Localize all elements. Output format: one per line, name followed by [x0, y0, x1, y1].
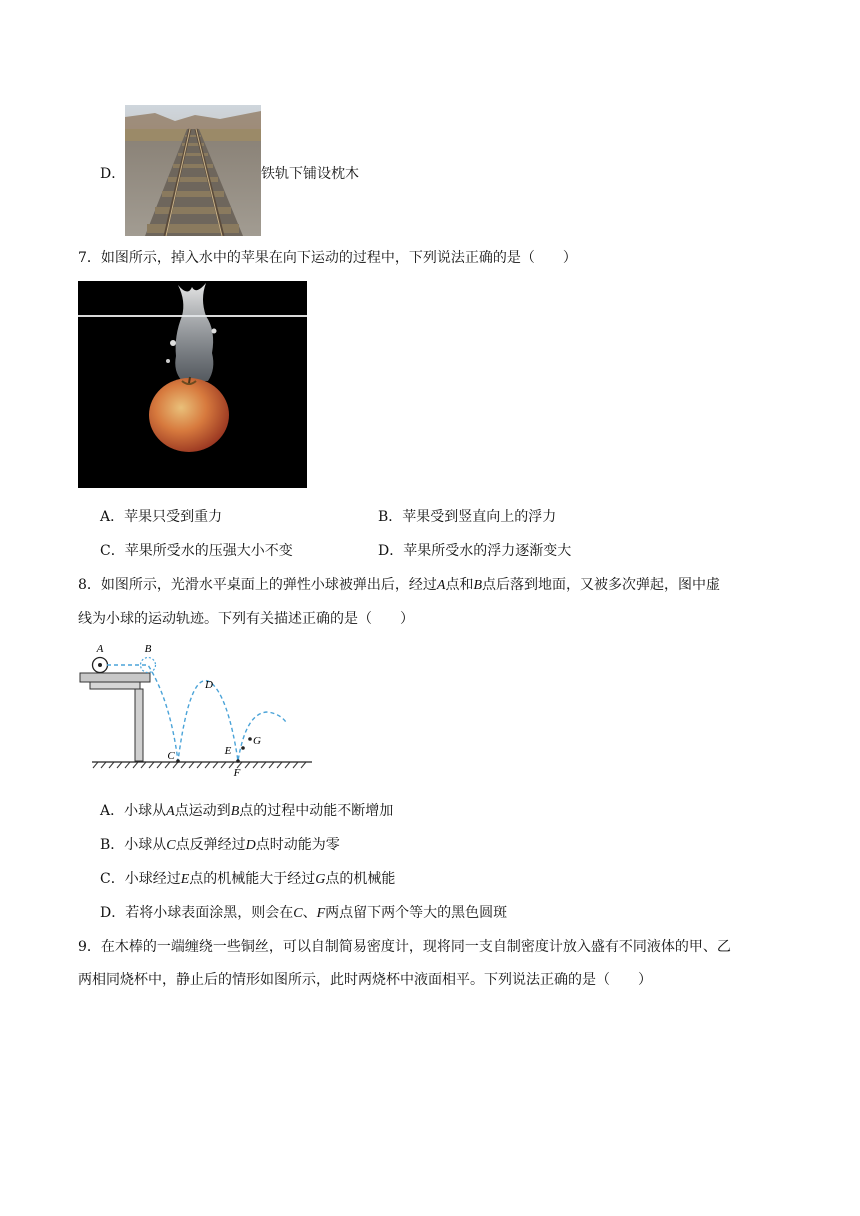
q8-option-b: B．小球从C点反弹经过D点时动能为零: [100, 837, 340, 853]
label-e: E: [224, 745, 232, 757]
question-9-stem-line-1: 9．在木棒的一端缠绕一些铜丝，可以自制简易密度计，现将同一支自制密度计放入盛有不同液体的甲、乙: [78, 939, 731, 955]
q7-option-b: B．苹果受到竖直向上的浮力: [378, 509, 557, 525]
label-g: G: [253, 735, 261, 747]
q8-option-d: D．若将小球表面涂黑，则会在C、F两点留下两个等大的黑色圆斑: [100, 905, 508, 921]
option-d-text: 铁轨下铺设枕木: [261, 166, 359, 182]
label-d: D: [205, 679, 213, 691]
q7-option-a: A．苹果只受到重力: [100, 509, 223, 525]
question-7-stem: 7．如图所示，掉入水中的苹果在向下运动的过程中，下列说法正确的是（ ）: [78, 250, 577, 266]
railway-track-photo: [125, 105, 261, 236]
question-8-stem-line-2: 线为小球的运动轨迹。下列有关描述正确的是（ ）: [78, 611, 414, 627]
question-9-stem-line-2: 两相同烧杯中，静止后的情形如图所示，此时两烧杯中液面相平。下列说法正确的是（ ）: [78, 972, 652, 988]
apple-in-water-photo: [78, 281, 307, 488]
q7-option-d: D．苹果所受水的浮力逐渐变大: [378, 543, 572, 559]
question-8-stem-line-1: 8．如图所示，光滑水平桌面上的弹性小球被弹出后，经过A点和B点后落到地面，又被多次弹起，图中虚: [78, 577, 721, 593]
label-c: C: [167, 750, 175, 762]
label-f: F: [233, 767, 241, 779]
q8-option-c: C．小球经过E点的机械能大于经过G点的机械能: [100, 871, 396, 887]
label-a: A: [96, 643, 104, 655]
option-d-label: D．: [100, 166, 126, 182]
bouncing-ball-diagram: [78, 640, 318, 780]
q7-option-c: C．苹果所受水的压强大小不变: [100, 543, 293, 559]
q8-option-a: A．小球从A点运动到B点的过程中动能不断增加: [100, 803, 394, 819]
label-b: B: [144, 643, 152, 655]
